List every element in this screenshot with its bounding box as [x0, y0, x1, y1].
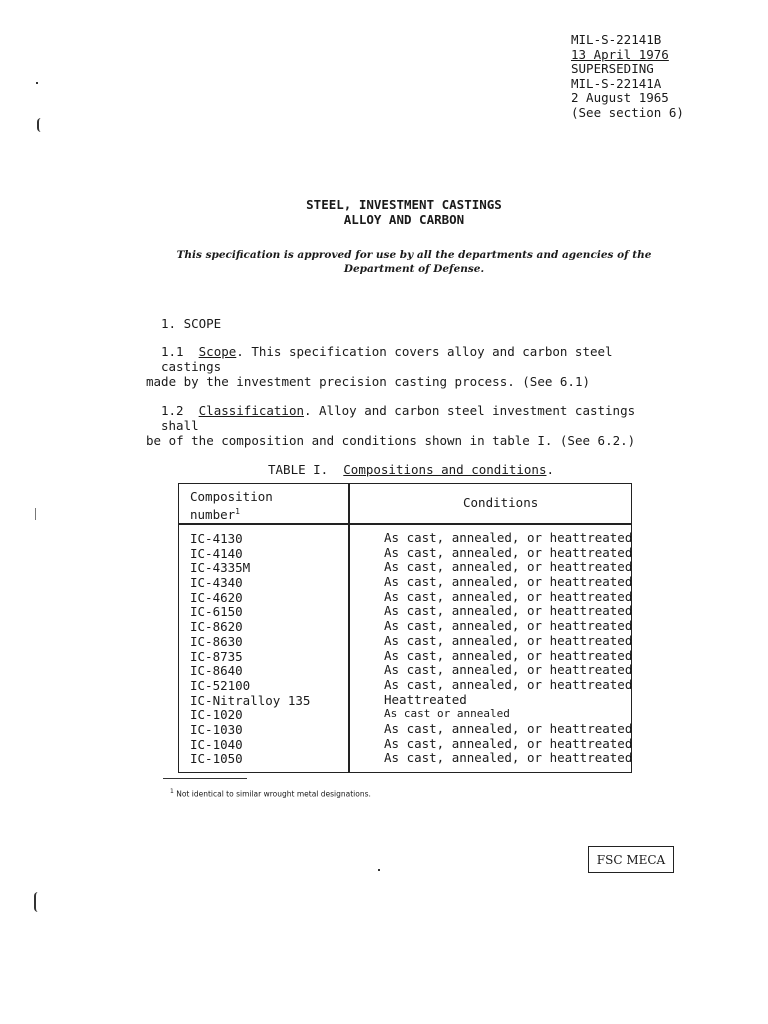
see-section-note: (See section 6)	[571, 104, 684, 120]
paragraph-number: 1.1	[161, 344, 184, 359]
table-cell-composition: IC-8620	[190, 619, 243, 635]
table-cell-composition: IC-1020	[190, 707, 243, 723]
table-header-divider	[178, 523, 632, 525]
table-caption	[268, 462, 554, 477]
doc-date: 13 April 1976	[571, 46, 669, 62]
paragraph-1-2	[146, 403, 676, 448]
conditions-column	[384, 531, 632, 766]
section-heading-scope: 1. SCOPE	[161, 316, 222, 331]
table-cell-composition: IC-52100	[190, 677, 251, 693]
table-cell-condition: As cast, annealed, or heattreated	[384, 574, 633, 590]
table-cell-condition: As cast, annealed, or heattreated	[384, 618, 633, 634]
document-title-line2: ALLOY AND CARBON	[343, 212, 465, 227]
paragraph-label-classification: Classification	[198, 403, 304, 418]
header-composition-line2: number	[190, 507, 236, 523]
table-cell-composition: IC-4140	[190, 545, 243, 561]
document-header	[571, 33, 684, 120]
scan-mark	[35, 508, 39, 520]
superseded-date: 2 August 1965	[571, 90, 669, 105]
table-cell-composition: IC-8640	[190, 663, 243, 679]
table-header-conditions: Conditions	[463, 495, 539, 510]
approval-statement-line2: Department of Defense.	[343, 263, 485, 275]
table-cell-condition: As cast, annealed, or heattreated	[384, 720, 633, 736]
paragraph-text: made by the investment precision casting process. (See 6.1)	[146, 374, 591, 389]
paragraph-text: . This specification covers alloy and carbon steel castings	[161, 344, 613, 374]
paragraph-text: be of the composition and conditions shown in table I. (See 6.2.)	[146, 433, 636, 448]
table-cell-condition: As cast, annealed, or heattreated	[384, 676, 633, 692]
table-cell-condition: As cast, annealed, or heattreated	[384, 647, 633, 663]
table-cell-condition: As cast, annealed, or heattreated	[384, 588, 633, 604]
table-cell-composition: IC-4620	[190, 589, 243, 605]
table-cell-condition: As cast or annealed	[384, 707, 510, 721]
paragraph-number: 1.2	[161, 403, 184, 418]
footnote-marker: 1	[170, 788, 174, 795]
paragraph-1-1	[146, 344, 676, 389]
fsc-class-text: FSC MECA	[596, 852, 666, 867]
table-caption-prefix: TABLE I.	[268, 462, 329, 477]
footnote	[170, 788, 371, 799]
scan-mark	[36, 82, 38, 84]
scan-mark	[37, 118, 42, 132]
header-composition-line1: Composition	[190, 489, 273, 504]
footnote-text: Not identical to similar wrought metal designations.	[176, 789, 371, 799]
table-cell-condition: As cast, annealed, or heattreated	[384, 530, 633, 545]
table-cell-composition: IC-1040	[190, 736, 243, 752]
table-cell-condition: As cast, annealed, or heattreated	[384, 735, 633, 751]
footnote-ref: 1	[235, 507, 240, 516]
table-cell-composition: IC-4130	[190, 531, 243, 546]
table-cell-condition: As cast, annealed, or heattreated	[384, 559, 633, 575]
document-title-line1: STEEL, INVESTMENT CASTINGS	[306, 197, 502, 212]
table-cell-condition: As cast, annealed, or heattreated	[384, 662, 633, 678]
table-header-composition	[190, 489, 273, 522]
table-cell-composition: IC-1030	[190, 721, 243, 737]
table-cell-condition: Heattreated	[384, 691, 467, 707]
superseding-label: SUPERSEDING	[571, 61, 654, 76]
approval-statement-line1: This specification is approved for use by all the departments and agencies of the	[176, 249, 652, 261]
table-cell-composition: IC-8735	[190, 648, 243, 664]
table-cell-condition: As cast, annealed, or heattreated	[384, 603, 633, 619]
table-cell-composition: IC-8630	[190, 633, 243, 649]
table-caption-title: Compositions and conditions	[343, 462, 547, 477]
fsc-class-box	[588, 846, 674, 873]
table-cell-condition: As cast, annealed, or heattreated	[384, 750, 633, 766]
paragraph-label-scope: Scope	[198, 344, 237, 359]
table-cell-composition: IC-Nitralloy 135	[190, 692, 311, 708]
table-cell-condition: As cast, annealed, or heattreated	[384, 632, 633, 648]
doc-number: MIL-S-22141B	[571, 32, 662, 47]
paragraph-text: . Alloy and carbon steel investment castings shall	[161, 403, 636, 433]
superseded-doc: MIL-S-22141A	[571, 75, 662, 91]
table-caption-period: .	[546, 462, 555, 477]
table-column-divider	[348, 483, 350, 773]
table-cell-condition: As cast, annealed, or heattreated	[384, 544, 633, 560]
composition-column	[190, 532, 310, 767]
footnote-rule	[163, 778, 247, 779]
scan-mark	[378, 869, 380, 871]
table-cell-composition: IC-1050	[190, 751, 243, 767]
scan-mark	[34, 892, 39, 912]
table-cell-composition: IC-4340	[190, 575, 243, 591]
table-cell-composition: IC-4335M	[190, 560, 251, 576]
table-cell-composition: IC-6150	[190, 604, 243, 620]
